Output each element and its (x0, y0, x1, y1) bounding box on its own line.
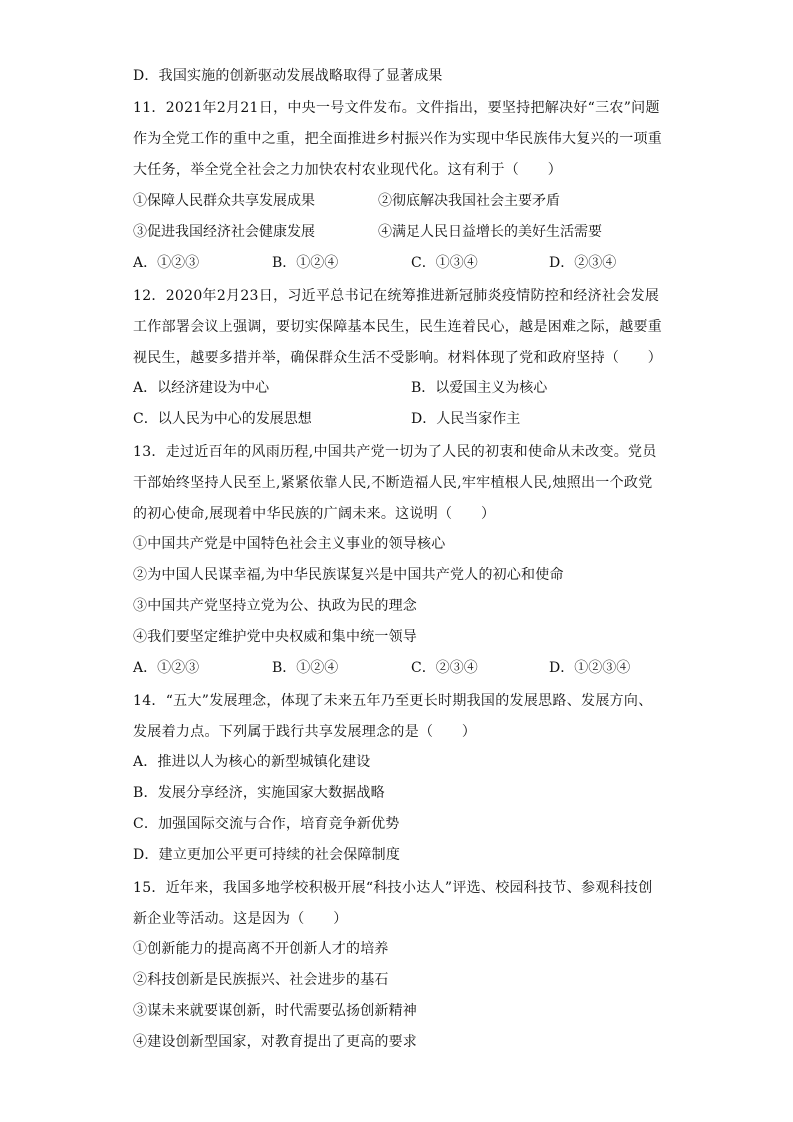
question-14-option-d: D．建立更加公平更可持续的社会保障制度 (133, 847, 401, 863)
option-d-previous: D．我国实施的创新驱动发展战略取得了显著成果 (133, 68, 443, 84)
option-b: B．①②④ (272, 255, 339, 271)
statement-2: ②彻底解决我国社会主要矛盾 (378, 193, 560, 209)
statement-1: ①保障人民群众共享发展成果 (133, 193, 315, 209)
question-15-statement-2: ②科技创新是民族振兴、社会进步的基石 (133, 972, 389, 988)
question-14-option-b: B．发展分享经济，实施国家大数据战略 (133, 785, 385, 801)
statement-3: ③促进我国经济社会健康发展 (133, 224, 315, 240)
question-11-statements-row1 (133, 191, 673, 213)
option-b: B．以爱国主义为核心 (411, 380, 548, 396)
option-d: D．人民当家作主 (411, 411, 521, 427)
question-12-options-row1 (133, 378, 673, 400)
option-c: C．以人民为中心的发展思想 (133, 411, 312, 427)
question-15-statement-1: ①创新能力的提高离不开创新人才的培养 (133, 941, 389, 957)
question-13-statement-4: ④我们要坚定维护党中央权威和集中统一领导 (133, 629, 417, 645)
option-b: B．①②④ (272, 660, 339, 676)
question-11-options (133, 253, 673, 275)
question-11-statements-row2 (133, 222, 673, 244)
option-c: C．②③④ (411, 660, 478, 676)
question-14-stem: 14．“五大”发展理念，体现了未来五年乃至更长时期我国的发展思路、发展方向、发展着力点。下列属于践行共享发展理念的是（ ） (133, 693, 653, 740)
question-13-options (133, 658, 673, 680)
statement-4: ④满足人民日益增长的美好生活需要 (378, 224, 602, 240)
option-a: A．①②③ (133, 660, 200, 676)
option-d: D．①②③④ (549, 660, 631, 676)
question-15-statement-3: ③谋未来就要谋创新，时代需要弘扬创新精神 (133, 1003, 417, 1019)
question-14-option-a: A．推进以人为核心的新型城镇化建设 (133, 754, 371, 770)
question-14-option-c: C．加强国际交流与合作，培育竞争新优势 (133, 816, 400, 832)
question-12-stem: 12．2020年2月23日，习近平总书记在统筹推进新冠肺炎疫情防控和经济社会发展工作部署会议上强调，要切实保障基本民生，民生连着民心，越是困难之际，越要重视民生，越要多措并举，确保群众生活不受影响。材料体现了党和政府坚持（ ） (133, 288, 663, 366)
question-15-statement-4: ④建设创新型国家，对教育提出了更高的要求 (133, 1034, 417, 1050)
option-c: C．①③④ (411, 255, 478, 271)
question-13-statement-2: ②为中国人民谋幸福,为中华民族谋复兴是中国共产党人的初心和使命 (133, 567, 564, 583)
question-13-statement-1: ①中国共产党是中国特色社会主义事业的领导核心 (133, 536, 446, 552)
question-13-statement-3: ③中国共产党坚持立党为公、执政为民的理念 (133, 598, 417, 614)
option-d: D．②③④ (549, 255, 617, 271)
question-11-stem: 11．2021年2月21日，中央一号文件发布。文件指出，要坚持把解决好“三农”问题作为全党工作的重中之重，把全面推进乡村振兴作为实现中华民族伟大复兴的一项重大任务，举全党全社会之力加快农村农业现代化。这有利于（ ） (133, 100, 663, 178)
question-15-stem: 15．近年来，我国多地学校积极开展“科技小达人”评选、校园科技节、参观科技创新企业等活动。这是因为（ ） (133, 880, 653, 927)
question-13-stem: 13．走过近百年的风雨历程,中国共产党一切为了人民的初衷和使命从未改变。党员干部始终坚持人民至上,紧紧依靠人民,不断造福人民,牢牢植根人民,烛照出一个政党的初心使命,展现着中华民族的广阔未来。这说明（ ） (133, 444, 657, 522)
question-12-options-row2 (133, 409, 673, 431)
option-a: A．以经济建设为中心 (133, 380, 270, 396)
option-a: A．①②③ (133, 255, 200, 271)
